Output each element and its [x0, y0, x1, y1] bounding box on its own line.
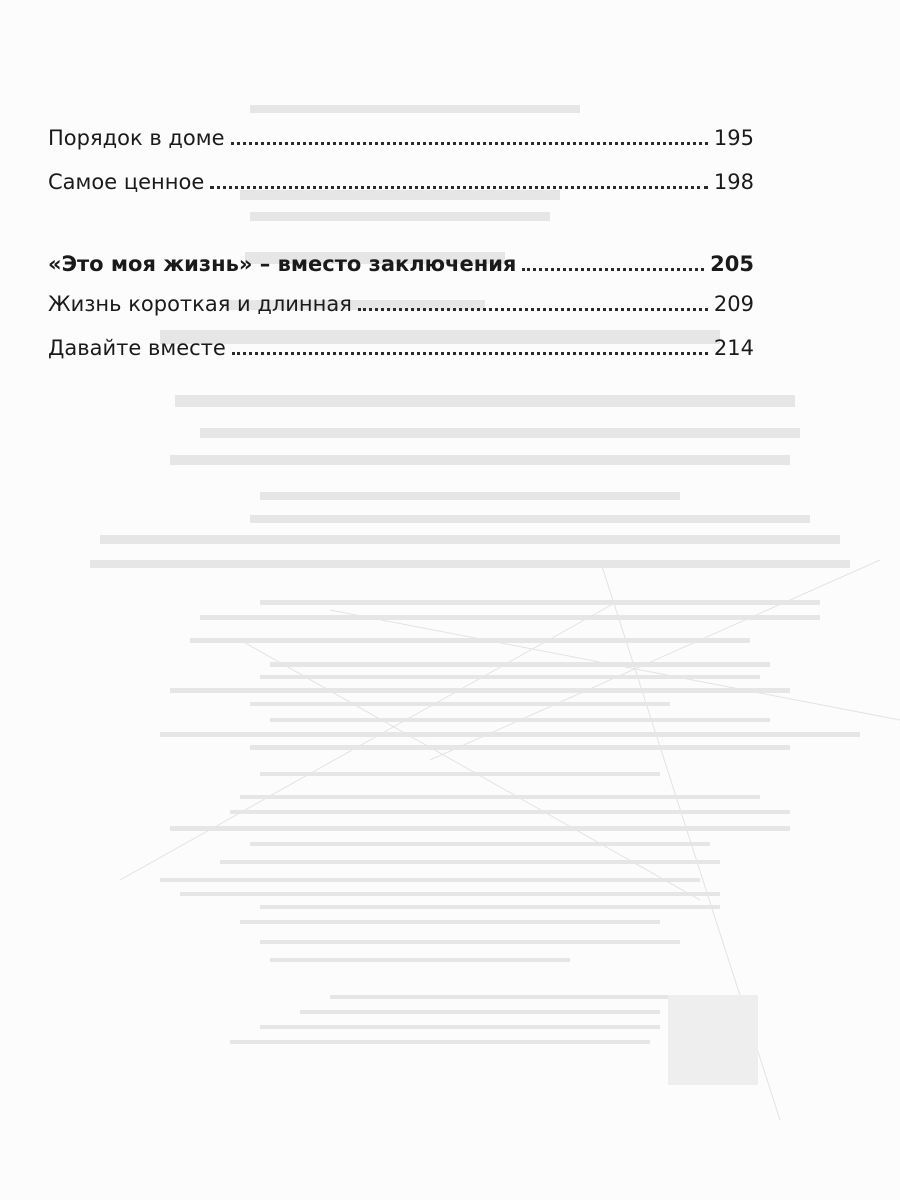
toc-entry-title: «Это моя жизнь» – вместо заключения: [48, 252, 517, 276]
toc-entry-title: Порядок в доме: [48, 126, 225, 150]
toc-entry-title: Самое ценное: [48, 170, 205, 194]
dot-leader: [522, 268, 704, 271]
toc-entry-title: Жизнь короткая и длинная: [48, 292, 352, 316]
dot-leader: [232, 352, 708, 355]
toc-entry-page: 209: [713, 292, 754, 316]
toc-entry-order-at-home: [48, 124, 754, 152]
toc-entry-lets-together: [48, 334, 754, 362]
toc-entry-page: 214: [713, 336, 754, 360]
toc-entry-most-valuable: [48, 168, 754, 196]
toc-entry-title: Давайте вместе: [48, 336, 226, 360]
dot-leader: [231, 142, 708, 145]
toc-entry-conclusion: [48, 250, 754, 278]
dot-leader: [358, 308, 708, 311]
toc-entry-page: 205: [710, 252, 754, 276]
toc-entry-page: 195: [713, 126, 754, 150]
dot-leader: [210, 186, 708, 189]
toc-entry-life-short-and-long: [48, 290, 754, 318]
toc-entry-page: 198: [713, 170, 754, 194]
table-of-contents: [48, 118, 754, 362]
